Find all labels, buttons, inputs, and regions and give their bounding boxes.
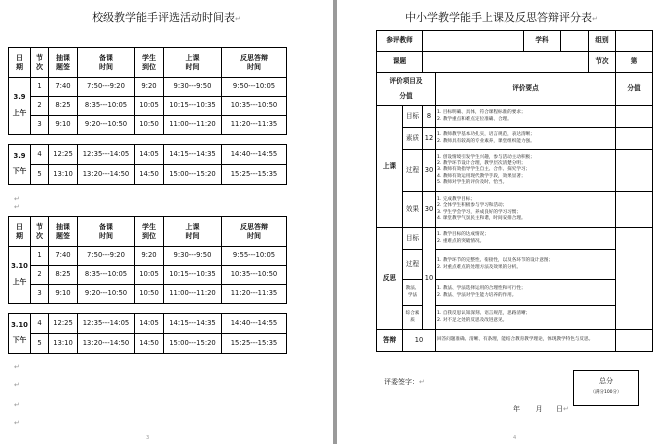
score-field[interactable]: [616, 150, 653, 192]
cell: 8:35---10:05: [78, 266, 135, 285]
cell: 11:20---11:35: [222, 285, 287, 304]
header-defense: 反思答辩 时间: [222, 217, 287, 247]
cell: 14:05: [135, 145, 164, 165]
key-points-label: 评价要点: [436, 73, 616, 106]
schedule-page: 校级教学能手评选活动时间表↵ 日 期 节 次 抽课 题签 备课 时间 学生 到位 上课 时间 反思答辩 时间 3.9 上午 1 7:40 7:50---9:20 9:20 9:30---9:50 9:50---10:05 2 8:25 8:35---10:05 10:05 10:15---10:35 10:35---10:50 3 9:10 9:20---10:50 10:50 11:00---11:20 11:20---11:35 3.9 下午 4 12:25 12:35---14:05 14:05 14:15---14:35 14:40---14:55 5 13:10 13:20---14:50 14:50 15:00---15:20 15:25---15:35 ↵ ↵ 日 期 节 次 抽课 题签 备课 时间 学生 到位 上课 时间 反思答辩 时间 3.10 上午 1 7:40 7:50---9:20 9:20 9:30---9:50 9:55---10:05 2 8:25 8:35---10:05 10:05 10:15---10:35 10:35---10:50 3 9:10 9:20---10:50 10:50 11:00---11:20 11:20---11:35 3.10 下午 4 12:25 12:35---14:05 14:05 14:15---14:35 14:40---14:55 5 13:10 13:20---14:50 14:50 15:00---15:20 15:25---15:35 ↵ ↵ ↵ ↵ 3: [0, 0, 333, 444]
item-name: 素质: [403, 128, 423, 150]
total-score-box[interactable]: [573, 370, 639, 406]
cell: 14:15---14:35: [164, 314, 222, 334]
lesson-section-label: 上课: [377, 106, 403, 228]
cell: 10:50: [135, 116, 164, 135]
subject-field[interactable]: [561, 31, 589, 52]
cell: 14:50: [135, 334, 164, 354]
item-name: 过程: [403, 150, 423, 192]
header-class: 上课 时间: [164, 217, 222, 247]
eval-header-row: [377, 73, 653, 106]
score-field[interactable]: [616, 128, 653, 150]
cell: 10:35---10:50: [222, 97, 287, 116]
item-points: 1. 教学目标的达成情况； 2. 重难点的突破情况。: [436, 228, 616, 250]
item-value: 30: [423, 150, 436, 192]
subject-label: 学科: [524, 31, 561, 52]
cell: 4: [31, 145, 49, 165]
cell: 13:10: [49, 334, 78, 354]
cell: 10:15---10:35: [164, 97, 222, 116]
item-value: 8: [423, 106, 436, 128]
cell: 9:20: [135, 247, 164, 266]
header-prep: 备课 时间: [78, 217, 135, 247]
table-row: [9, 145, 287, 165]
cell: 9:30---9:50: [164, 247, 222, 266]
cell: 3: [31, 285, 49, 304]
schedule-header-row: [9, 48, 287, 78]
cell: 14:40---14:55: [222, 145, 287, 165]
topic-field[interactable]: [423, 52, 589, 73]
cell: 14:40---14:55: [222, 314, 287, 334]
schedule-title: 校级教学能手评选活动时间表↵: [92, 11, 241, 24]
teacher-row: [377, 31, 653, 52]
topic-label: 课题: [377, 52, 423, 73]
item-name: 过程: [403, 250, 423, 280]
cell: 13:10: [49, 165, 78, 185]
scoring-table: [376, 30, 653, 352]
cell: 7:40: [49, 247, 78, 266]
cell: 2: [31, 266, 49, 285]
group-label: 组别: [589, 31, 616, 52]
cell: 9:30---9:50: [164, 78, 222, 97]
item-value: 10: [423, 228, 436, 330]
header-prep: 备课 时间: [78, 48, 135, 78]
header-draw: 抽课 题签: [49, 217, 78, 247]
cell: 7:50---9:20: [78, 247, 135, 266]
schedule-table-day1: [8, 47, 287, 185]
cell: 10:35---10:50: [222, 266, 287, 285]
table-row: [9, 78, 287, 97]
item-name: 效果: [403, 192, 423, 228]
teacher-label: 参评教师: [377, 31, 423, 52]
table-row: [9, 334, 287, 354]
cell: 12:25: [49, 145, 78, 165]
total-note: （满分100分）: [590, 390, 622, 395]
item-points: 1. 完成教学目标； 2. 全体学生积极参与学习和活动； 3. 学生学会学习，养成良好的学习习惯； 4. 课堂教学气氛民主和谐，时间安排合理。: [436, 192, 616, 228]
cell: 1: [31, 78, 49, 97]
judge-sign-label: 评委签字：↵: [384, 378, 425, 386]
cell: 7:50---9:20: [78, 78, 135, 97]
table-row: [377, 306, 653, 330]
section-label: 节次: [589, 52, 616, 73]
cell: 1: [31, 247, 49, 266]
header-draw: 抽课 题签: [49, 48, 78, 78]
date-cell: 3.10 下午: [9, 314, 31, 354]
score-field[interactable]: [616, 192, 653, 228]
cell: 8:25: [49, 97, 78, 116]
cell: 11:00---11:20: [164, 116, 222, 135]
topic-row: [377, 52, 653, 73]
item-name: 目标: [403, 228, 423, 250]
cell: 12:25: [49, 314, 78, 334]
table-row: [377, 106, 653, 128]
score-field[interactable]: [616, 228, 653, 330]
cell: 9:10: [49, 285, 78, 304]
cell: 15:25---15:35: [222, 334, 287, 354]
table-gap-row: [9, 304, 287, 314]
reflection-section-label: 反思: [377, 228, 403, 330]
cell: 10:05: [135, 266, 164, 285]
cell: 11:00---11:20: [164, 285, 222, 304]
header-class: 上课 时间: [164, 48, 222, 78]
score-field[interactable]: [616, 330, 653, 352]
cell: 10:50: [135, 285, 164, 304]
table-row: [9, 314, 287, 334]
date-line: 年 月 日↵: [513, 405, 569, 413]
cell: 5: [31, 165, 49, 185]
table-row: [9, 285, 287, 304]
item-value: 12: [423, 128, 436, 150]
header-date: 日 期: [9, 217, 31, 247]
date-cell: 3.10 上午: [9, 247, 31, 304]
teacher-field[interactable]: [423, 31, 524, 52]
cell: 13:20---14:50: [78, 165, 135, 185]
item-points: 1. 教学环节的完整性、衔接性，以及各环节的设计意图； 2. 对重点难点的处理方法及效果的分析。: [436, 250, 616, 280]
cell: 9:20---10:50: [78, 285, 135, 304]
table-row: [9, 247, 287, 266]
eval-item-label: 评价项目及 分值: [377, 73, 436, 106]
date-cell: 3.9 上午: [9, 78, 31, 135]
cell: 4: [31, 314, 49, 334]
cell: 9:50---10:05: [222, 78, 287, 97]
header-defense: 反思答辩 时间: [222, 48, 287, 78]
defense-section-label: 答辩: [377, 330, 403, 352]
scoring-page: [337, 0, 666, 444]
cell: 10:15---10:35: [164, 266, 222, 285]
cell: 14:50: [135, 165, 164, 185]
table-row: [9, 266, 287, 285]
cell: 13:20---14:50: [78, 334, 135, 354]
header-date: 日 期: [9, 48, 31, 78]
cell: 15:00---15:20: [164, 165, 222, 185]
group-field[interactable]: [616, 31, 653, 52]
table-row: [377, 228, 653, 250]
cell: 12:35---14:05: [78, 145, 135, 165]
total-label: 总分: [599, 377, 613, 385]
cell: 3: [31, 116, 49, 135]
table-row: [377, 128, 653, 150]
page-number: 3: [146, 435, 150, 441]
cell: 14:15---14:35: [164, 145, 222, 165]
cell: 7:40: [49, 78, 78, 97]
schedule-header-row: [9, 217, 287, 247]
cell: 9:20: [135, 78, 164, 97]
table-row: [9, 116, 287, 135]
date-cell: 3.9 下午: [9, 145, 31, 185]
item-points: 1. 目标明确、具体，符合课程标准的要求； 2. 教学重点和难点定位准确、合理。: [436, 106, 616, 128]
cell: 11:20---11:35: [222, 116, 287, 135]
score-field[interactable]: [616, 106, 653, 128]
cell: 15:25---15:35: [222, 165, 287, 185]
scoring-title: 中小学教学能手上课及反思答辩评分表↵: [405, 11, 598, 24]
item-points: 1. 教法、学法选择运用的合理性和可行性； 2. 教法、学法对学生能力培养的作用。: [436, 280, 616, 306]
page-number: 4: [513, 435, 517, 441]
item-name: 综合素质: [403, 306, 423, 330]
cell: 9:55---10:05: [222, 247, 287, 266]
table-row: [377, 280, 653, 306]
item-name: 目标: [403, 106, 423, 128]
cell: 8:25: [49, 266, 78, 285]
item-value: 30: [423, 192, 436, 228]
score-col-label: 分值: [616, 73, 653, 106]
table-row: [9, 97, 287, 116]
item-points: 1. 自我反思认知深刻、语言规范，思路清晰； 2. 对不足之处的反思及改进意见。: [436, 306, 616, 330]
table-row: [377, 192, 653, 228]
item-points: 1. 创设情境引发学生兴趣，参与活动主动积极； 2. 教学环节设计合理，教学层次清楚分明； 3. 教师有效指导学生自主、合作、探究学习； 4. 教师有效运用现代教学手段，效果显著； 5. 教师对学生的评价及时、恰当。: [436, 150, 616, 192]
header-students: 学生 到位: [135, 217, 164, 247]
cell: 15:00---15:20: [164, 334, 222, 354]
cell: 2: [31, 97, 49, 116]
item-points: 回答问题准确、清晰、有条理，能结合教育教学理论，体现教学特色与反思。: [436, 330, 616, 352]
cell: 12:35---14:05: [78, 314, 135, 334]
header-students: 学生 到位: [135, 48, 164, 78]
table-gap-row: [9, 135, 287, 145]
schedule-table-day2: [8, 216, 287, 354]
table-row: [377, 150, 653, 192]
header-period: 节 次: [31, 217, 49, 247]
table-row: [9, 165, 287, 185]
cell: 8:35---10:05: [78, 97, 135, 116]
cell: 9:20---10:50: [78, 116, 135, 135]
table-row: [377, 250, 653, 280]
item-points: 1. 教师教学基本功扎实，语言规范，表达清晰； 2. 教师具有较高的专业素养，课堂组织能力强。: [436, 128, 616, 150]
item-name: 教法、学法: [403, 280, 423, 306]
table-row: [377, 330, 653, 352]
cell: 5: [31, 334, 49, 354]
section-field[interactable]: 第: [616, 52, 653, 73]
cell: 14:05: [135, 314, 164, 334]
cell: 10:05: [135, 97, 164, 116]
header-period: 节 次: [31, 48, 49, 78]
cell: 9:10: [49, 116, 78, 135]
item-value: 10: [403, 330, 436, 352]
